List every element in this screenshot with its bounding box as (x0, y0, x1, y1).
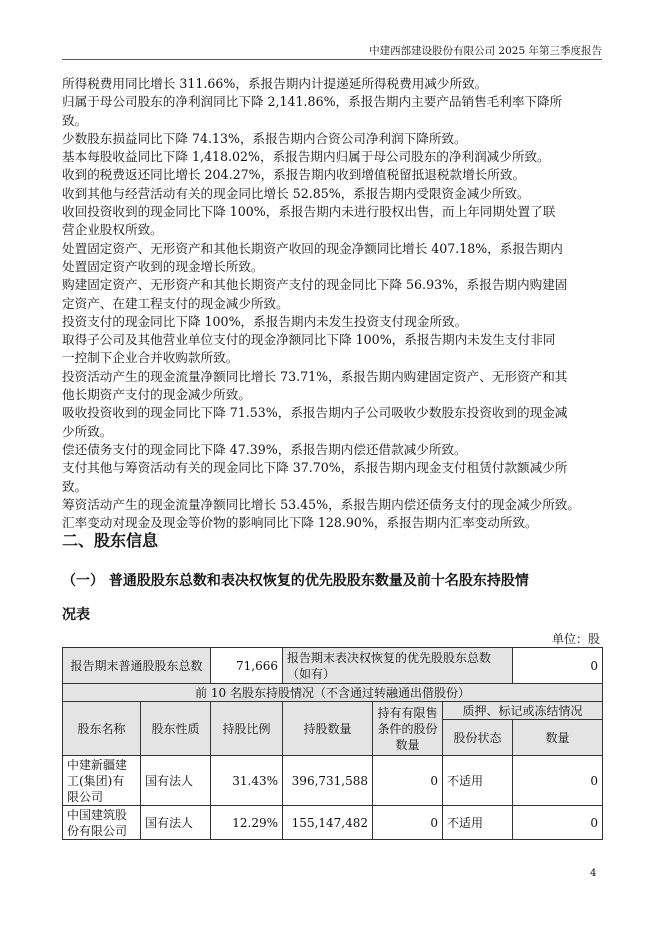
header-rule (62, 59, 602, 60)
preferred-shareholders-value: 0 (513, 648, 603, 684)
cell-name: 中国建筑股份有限公司 (63, 806, 141, 840)
paragraph-line: 偿还债务支付的现金同比下降 47.39%，系报告期内偿还借款减少所致。 (62, 441, 467, 457)
cell-pledged: 0 (513, 806, 603, 840)
paragraph-line: 归属于母公司股东的净利润同比下降 2,141.86%，系报告期内主要产品销售毛利率下降所 (62, 94, 563, 110)
section-title: 二、股东信息 (62, 531, 159, 550)
paragraph-line: 一控制下企业合并收购款所致。 (62, 350, 239, 366)
table-row (63, 648, 603, 684)
paragraph-line: 致。 (62, 478, 88, 494)
paragraph-line: 支付其他与筹资活动有关的现金同比下降 37.70%，系报告期内现金支付租赁付款额减少所 (62, 460, 568, 476)
table-row (63, 756, 603, 806)
paragraph-line: 基本每股收益同比下降 1,418.02%，系报告期内归属于母公司股东的净利润减少所致。 (62, 149, 550, 165)
cell-nature: 国有法人 (141, 806, 211, 840)
cell-count: 155,147,482 (283, 806, 373, 840)
page-header: 中建西部建设股份有限公司 2025 年第三季度报告 (369, 45, 602, 57)
cell-status: 不适用 (443, 806, 513, 840)
paragraph-line: 他长期资产支付的现金减少所致。 (62, 387, 251, 403)
paragraph-line: 收回投资收到的现金同比下降 100%，系报告期内未进行股权出售，而上年同期处置了联 (62, 204, 556, 220)
paragraph-line: 少所致。 (62, 423, 113, 439)
paragraph-line: 筹资活动产生的现金流量净额同比增长 53.45%，系报告期内偿还债务支付的现金减少所致。 (62, 496, 580, 512)
header-restricted: 持有有限售条件的股份数量 (373, 702, 443, 756)
table-row (63, 684, 603, 702)
paragraph-line: 购建固定资产、无形资产和其他长期资产支付的现金同比下降 56.93%，系报告期内购建固 (62, 277, 568, 293)
paragraph-line: 致。 (62, 112, 88, 128)
cell-ratio: 12.29% (211, 806, 283, 840)
cell-pledged: 0 (513, 756, 603, 806)
paragraph-line: 所得税费用同比增长 311.66%，系报告期内计提递延所得税费用减少所致。 (62, 76, 488, 91)
total-shareholders-label: 报告期末普通股股东总数 (63, 648, 211, 684)
cell-name: 中建新疆建工(集团)有限公司 (63, 756, 141, 806)
shareholder-table (62, 647, 603, 840)
subsection-title-line2: 况表 (62, 607, 90, 623)
paragraph-line: 营企业股权所致。 (62, 222, 163, 238)
paragraph-line: 汇率变动对现金及现金等价物的影响同比下降 128.90%，系报告期内汇率变动所致。 (62, 515, 538, 531)
paragraph-line: 吸收投资收到的现金同比下降 71.53%，系报告期内子公司吸收少数股东投资收到的现金减 (62, 405, 568, 421)
cell-restricted: 0 (373, 806, 443, 840)
cell-status: 不适用 (443, 756, 513, 806)
top10-title: 前 10 名股东持股情况（不含通过转融通出借股份） (63, 684, 603, 702)
total-shareholders-value: 71,666 (211, 648, 283, 684)
header-pledge-status: 股份状态 (443, 720, 513, 756)
body-text (62, 75, 607, 532)
paragraph-line: 定资产、在建工程支付的现金减少所致。 (62, 295, 289, 311)
header-ratio: 持股比例 (211, 702, 283, 756)
cell-ratio: 31.43% (211, 756, 283, 806)
paragraph-line: 取得子公司及其他营业单位支付的现金净额同比下降 100%，系报告期内未发生支付非同 (62, 332, 556, 348)
cell-nature: 国有法人 (141, 756, 211, 806)
table-header-row (63, 702, 603, 720)
header-nature: 股东性质 (141, 702, 211, 756)
page-number: 4 (590, 868, 597, 879)
cell-restricted: 0 (373, 756, 443, 806)
paragraph-line: 投资支付的现金同比下降 100%，系报告期内未发生投资支付现金所致。 (62, 313, 468, 329)
preferred-shareholders-label: 报告期末表决权恢复的优先股股东总数（如有） (283, 648, 513, 684)
header-count: 持股数量 (283, 702, 373, 756)
paragraph-line: 处置固定资产收到的现金增长所致。 (62, 258, 264, 274)
header-name: 股东名称 (63, 702, 141, 756)
paragraph-line: 收到的税费返还同比增长 204.27%，系报告期内收到增值税留抵退税款增长所致。 (62, 167, 526, 183)
unit-label: 单位：股 (551, 632, 600, 646)
cell-count: 396,731,588 (283, 756, 373, 806)
table-row (63, 806, 603, 840)
header-pledge-count: 数量 (513, 720, 603, 756)
paragraph-line: 收到其他与经营活动有关的现金同比增长 52.85%，系报告期内受限资金减少所致。 (62, 185, 530, 201)
header-pledge-group: 质押、标记或冻结情况 (443, 702, 603, 720)
paragraph-line: 少数股东损益同比下降 74.13%，系报告期内合资公司净利润下降所致。 (62, 130, 467, 146)
subsection-title-line1: （一） 普通股股东总数和表决权恢复的优先股股东数量及前十名股东持股情 (62, 573, 529, 589)
paragraph-line: 处置固定资产、无形资产和其他长期资产收回的现金净额同比增长 407.18%，系报告期内 (62, 240, 563, 256)
paragraph-line: 投资活动产生的现金流量净额同比增长 73.71%，系报告期内购建固定资产、无形资产和其 (62, 368, 568, 384)
